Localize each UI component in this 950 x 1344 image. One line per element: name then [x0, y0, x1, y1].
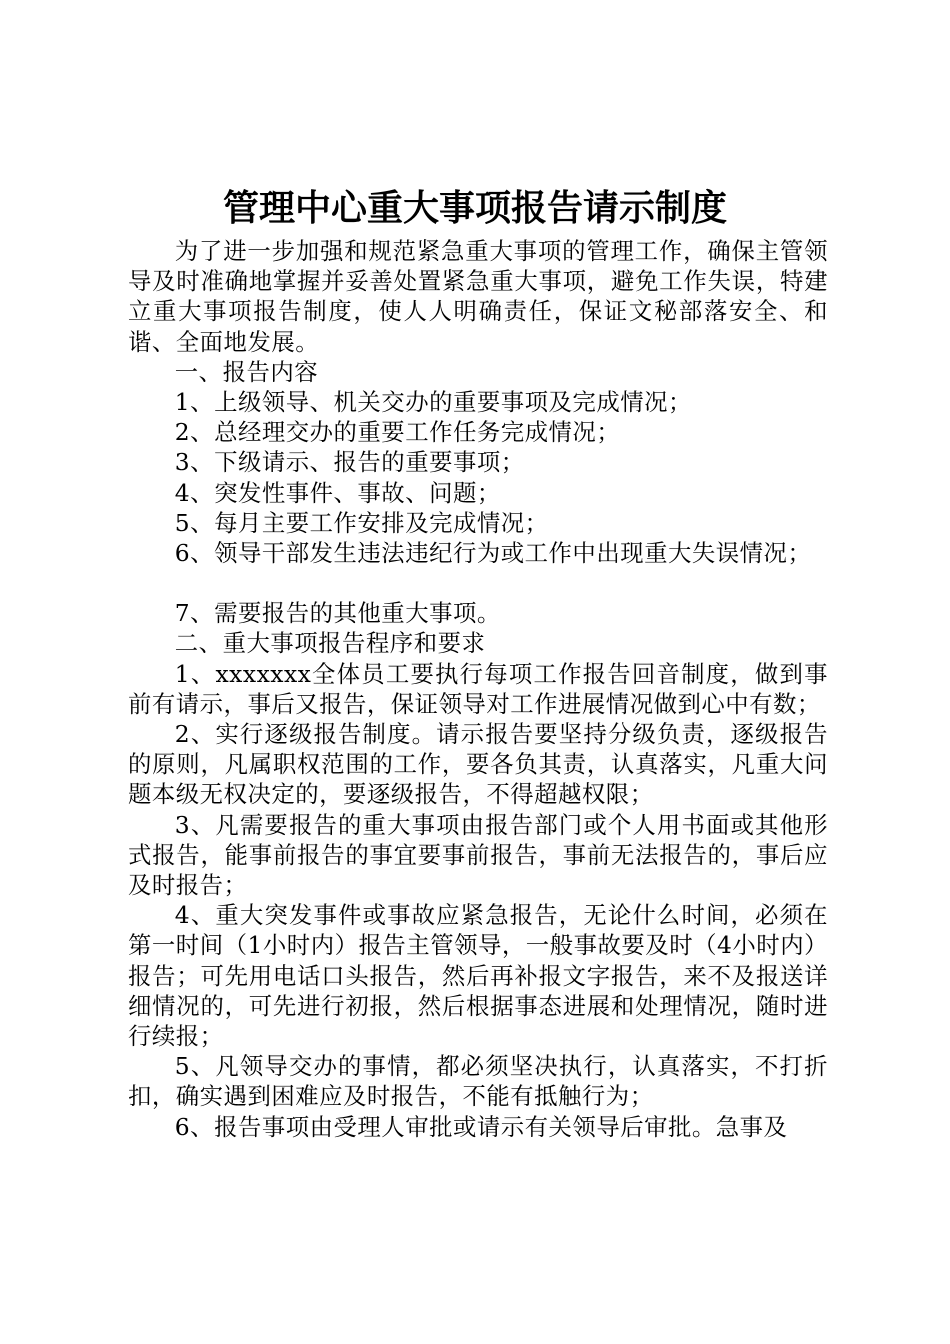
list-item: 4、突发性事件、事故、问题；: [174, 478, 501, 507]
procedure-paragraph: 2、实行逐级报告制度。请示报告要坚持分级负责，逐级报告的原则，凡属职权范围的工作，要各负其责，认真落实，凡重大问题本级无权决定的，要逐级报告，不得超越权限；: [128, 720, 828, 809]
procedure-paragraph: 5、凡领导交办的事情，都必须坚决执行，认真落实，不打折扣，确实遇到困难应及时报告，不能有抵触行为；: [128, 1052, 828, 1111]
procedure-paragraph: 1、xxxxxxx全体员工要执行每项工作报告回音制度，做到事前有请示，事后又报告，保证领导对工作进展情况做到心中有数；: [128, 659, 828, 718]
list-item: 2、总经理交办的重要工作任务完成情况；: [174, 418, 621, 447]
intro-paragraph: 为了进一步加强和规范紧急重大事项的管理工作，确保主管领导及时准确地掌握并妥善处置紧急重大事项，避免工作失误，特建立重大事项报告制度，使人人明确责任，保证文秘部落安全、和谐、全面地发展。: [128, 237, 828, 356]
document-body: [128, 236, 828, 1142]
procedure-paragraph: 4、重大突发事件或事故应紧急报告，无论什么时间，必须在第一时间（1小时内）报告主管领导，一般事故要及时（4小时内）报告；可先用电话口头报告，然后再补报文字报告，来不及报送详细情况的，可先进行初报，然后根据事态进展和处理情况，随时进行续报；: [128, 901, 828, 1051]
list-item: 1、上级领导、机关交办的重要事项及完成情况；: [174, 388, 692, 417]
procedure-paragraph: 3、凡需要报告的重大事项由报告部门或个人用书面或其他形式报告，能事前报告的事宜要事前报告，事前无法报告的，事后应及时报告；: [128, 810, 828, 900]
list-item: 6、领导干部发生违法违纪行为或工作中出现重大失误情况；: [174, 539, 812, 568]
list-item: 5、每月主要工作安排及完成情况；: [174, 508, 549, 537]
blank-line: [128, 568, 828, 598]
procedure-paragraph: 6、报告事项由受理人审批或请示有关领导后审批。急事及: [174, 1112, 788, 1141]
section-heading-report-content: 一、报告内容: [174, 357, 319, 386]
document-title: 管理中心重大事项报告请示制度: [222, 188, 727, 229]
list-item: 3、下级请示、报告的重要事项；: [174, 448, 525, 477]
section-heading-procedure: 二、重大事项报告程序和要求: [174, 629, 486, 658]
list-item: 7、需要报告的其他重大事项。: [174, 599, 501, 628]
